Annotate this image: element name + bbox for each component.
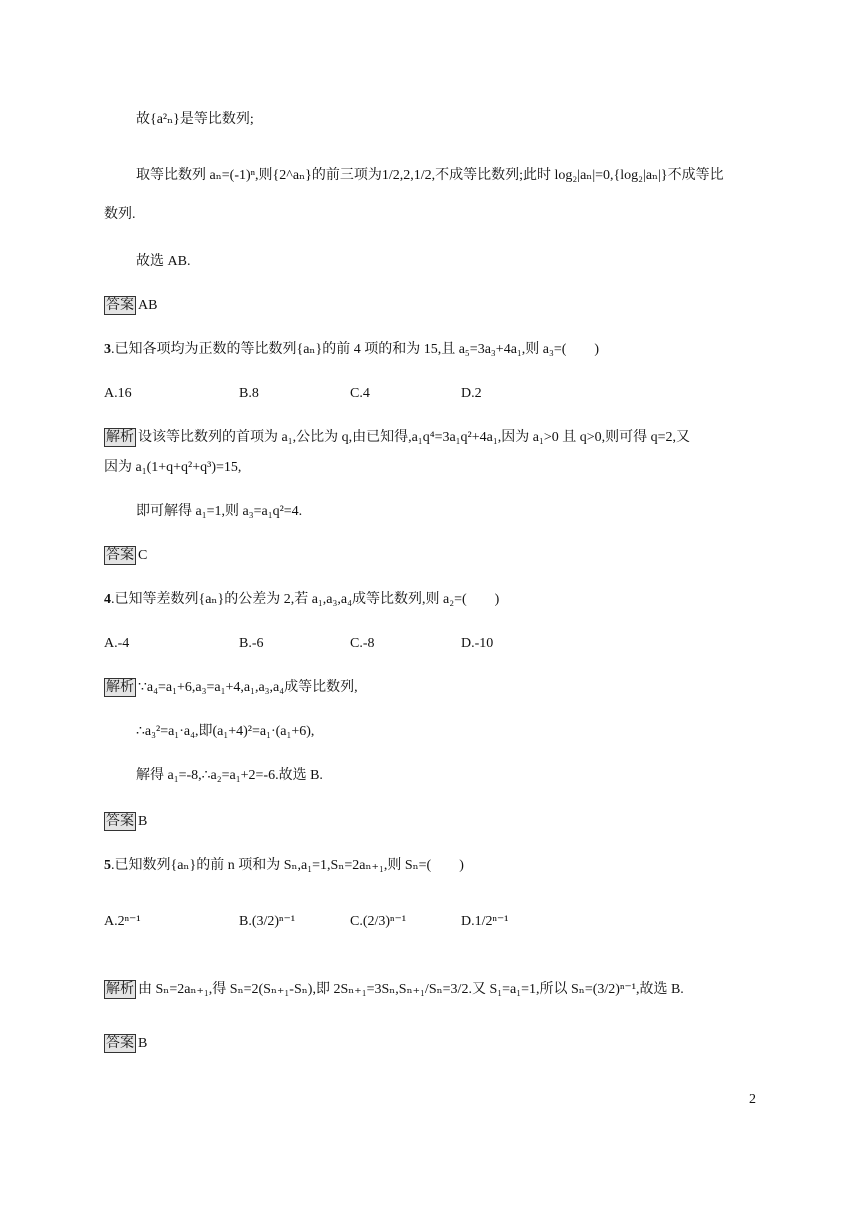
q2-line-3: 数列. [104, 207, 136, 222]
q5-answer [104, 1034, 147, 1054]
answer-tag: 答案 [106, 814, 134, 829]
q4-stem [104, 590, 499, 610]
q4-option-c: C.-8 [350, 636, 375, 651]
analysis-tag: 解析 [106, 430, 134, 445]
answer-value: AB [138, 298, 158, 313]
question-number: 4 [104, 592, 111, 607]
question-text: .已知数列{aₙ}的前 n 项和为 Sₙ,a₁=1,Sₙ=2aₙ₊₁,则 Sₙ=( ) [111, 858, 464, 873]
q5-option-b: B.(3/2)ⁿ⁻¹ [239, 914, 296, 929]
analysis-tag: 解析 [106, 982, 134, 997]
q4-option-d: D.-10 [461, 636, 494, 651]
question-number: 5 [104, 858, 111, 873]
q3-option-a: A.16 [104, 386, 132, 401]
q5-option-a: A.2ⁿ⁻¹ [104, 914, 141, 929]
q4-analysis-1 [104, 678, 358, 698]
q4-analysis-2: ∴a₃²=a₁·a₄,即(a₁+4)²=a₁·(a₁+6), [136, 724, 315, 739]
analysis-text: ∵a₄=a₁+6,a₃=a₁+4,a₁,a₃,a₄成等比数列, [138, 680, 358, 695]
answer-value: B [138, 814, 148, 829]
q4-analysis-3: 解得 a₁=-8,∴a₂=a₁+2=-6.故选 B. [136, 768, 323, 783]
q2-line-1: 故{a²ₙ}是等比数列; [136, 112, 254, 127]
q4-option-b: B.-6 [239, 636, 264, 651]
analysis-tag: 解析 [106, 680, 134, 695]
q3-analysis-3: 即可解得 a₁=1,则 a₃=a₁q²=4. [136, 504, 303, 519]
question-text: .已知各项均为正数的等比数列{aₙ}的前 4 项的和为 15,且 a₅=3a₃+4a₁,则 a₃=( ) [111, 342, 600, 357]
q4-answer [104, 812, 147, 832]
q5-option-c: C.(2/3)ⁿ⁻¹ [350, 914, 407, 929]
q2-line-2: 取等比数列 aₙ=(-1)ⁿ,则{2^aₙ}的前三项为1/2,2,1/2,不成等比数列;此时 log₂|aₙ|=0,{log₂|aₙ|}不成等比 [136, 168, 724, 183]
q3-stem [104, 340, 599, 360]
analysis-text: 设该等比数列的首项为 a₁,公比为 q,由已知得,a₁q⁴=3a₁q²+4a₁,因为 a₁>0 且 q>0,则可得 q=2,又 [138, 430, 691, 445]
q3-option-d: D.2 [461, 386, 482, 401]
answer-tag: 答案 [106, 298, 134, 313]
q3-option-c: C.4 [350, 386, 370, 401]
question-number: 3 [104, 342, 111, 357]
page-number: 2 [749, 1092, 756, 1107]
q2-line-4: 故选 AB. [136, 254, 191, 269]
q3-analysis-1 [104, 428, 690, 448]
answer-value: B [138, 1036, 148, 1051]
q2-answer [104, 296, 157, 316]
answer-tag: 答案 [106, 1036, 134, 1051]
q3-option-b: B.8 [239, 386, 259, 401]
q3-analysis-2: 因为 a₁(1+q+q²+q³)=15, [104, 460, 242, 475]
q5-stem [104, 856, 464, 876]
answer-value: C [138, 548, 148, 563]
q4-option-a: A.-4 [104, 636, 130, 651]
q5-option-d: D.1/2ⁿ⁻¹ [461, 914, 509, 929]
q5-analysis-1 [104, 980, 684, 1000]
question-text: .已知等差数列{aₙ}的公差为 2,若 a₁,a₃,a₄成等比数列,则 a₂=( ) [111, 592, 500, 607]
analysis-text: 由 Sₙ=2aₙ₊₁,得 Sₙ=2(Sₙ₊₁-Sₙ),即 2Sₙ₊₁=3Sₙ,Sₙ₊₁/Sₙ=3/2.又 S₁=a₁=1,所以 Sₙ=(3/2)ⁿ⁻¹,故选 B. [138, 982, 684, 997]
answer-tag: 答案 [106, 548, 134, 563]
q3-answer [104, 546, 147, 566]
